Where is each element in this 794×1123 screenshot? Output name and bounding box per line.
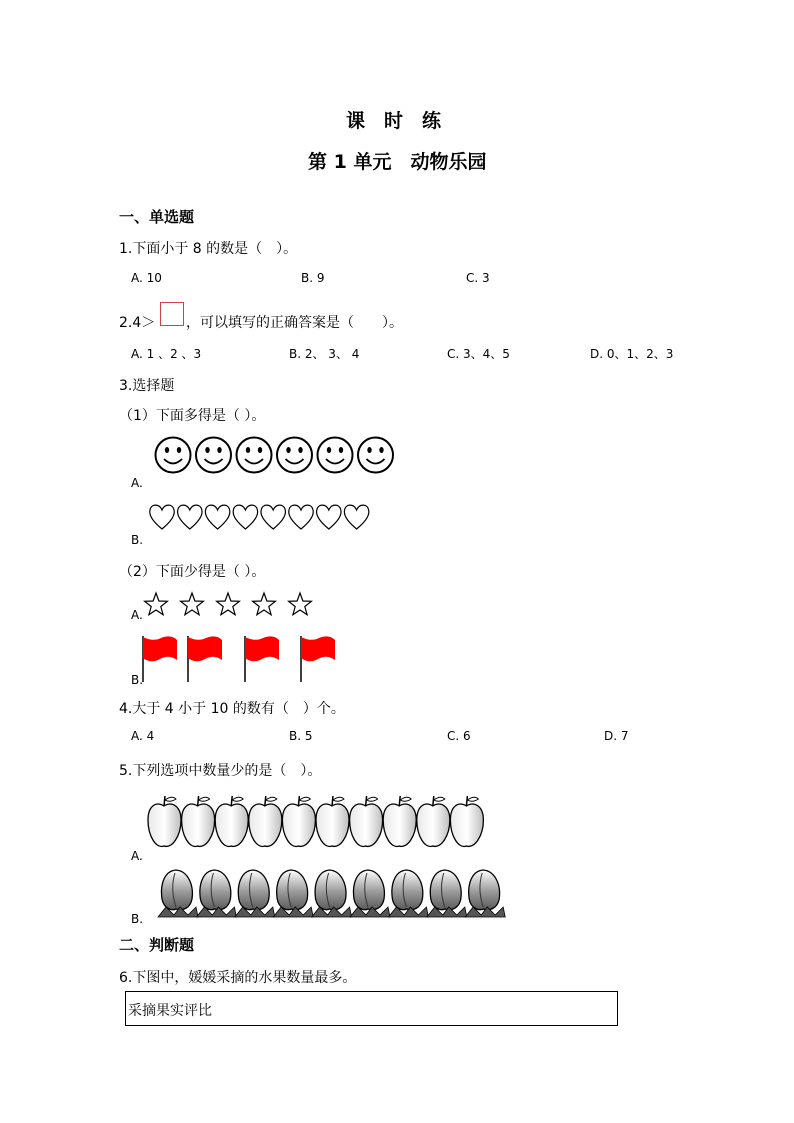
question-3-2-stem: （2）下面少得是（ ）。 [119, 564, 266, 580]
question-3-1-stem: （1）下面多得是（ ）。 [119, 408, 266, 424]
question-2-option-b: B. 2、 3、 4 [289, 347, 360, 361]
heart-icon [233, 505, 257, 529]
peach-icon [312, 870, 352, 917]
peach-icon [427, 870, 467, 917]
section-title-true-false: 二、判断题 [119, 936, 195, 954]
heart-icon [178, 505, 202, 529]
heart-icon [289, 505, 313, 529]
table-caption: 采摘果实评比 [128, 1003, 212, 1019]
apple-icon [350, 796, 383, 846]
smiley-face-icon [237, 438, 272, 473]
question-2-option-d: D. 0、1、2、3 [590, 347, 674, 361]
question-5-stem: 5.下列选项中数量少的是（ ）。 [119, 763, 322, 779]
red-flag-icon [143, 636, 177, 682]
heart-icon [344, 505, 368, 529]
apple-icon [182, 796, 215, 846]
question-1-option-a: A. 10 [131, 271, 162, 285]
apple-icon [215, 796, 248, 846]
star-icon [217, 593, 240, 615]
question-2-option-a: A. 1 、2 、3 [131, 347, 202, 361]
smiley-face-icon [358, 438, 393, 473]
apple-icon [148, 796, 181, 846]
question-4-stem: 4.大于 4 小于 10 的数有（ ）个。 [119, 701, 345, 717]
red-flag-icon [245, 636, 279, 682]
apple-icon [249, 796, 282, 846]
heart-icon [317, 505, 341, 529]
question-1-option-b: B. 9 [301, 271, 325, 285]
smiley-face-icon [156, 438, 191, 473]
question-4-option-d: D. 7 [604, 729, 629, 743]
fruit-table [125, 991, 618, 1026]
question-2-option-c: C. 3、4、5 [447, 347, 510, 361]
section-title-single-choice: 一、单选题 [119, 208, 195, 226]
question-4-option-b: B. 5 [289, 729, 313, 743]
smiley-face-icon [196, 438, 231, 473]
star-row [143, 591, 323, 619]
question-6-stem: 6.下图中，媛媛采摘的水果数量最多。 [119, 970, 357, 986]
peach-icon [235, 870, 275, 917]
question-3-stem: 3.选择题 [119, 378, 175, 394]
apple-row [146, 794, 491, 852]
question-5-option-a: A. [131, 849, 143, 863]
peach-row [154, 867, 519, 921]
question-3-2-option-b: B. [131, 673, 144, 687]
red-flag-icon [188, 636, 222, 682]
question-5-option-b: B. [131, 912, 144, 926]
apple-icon [417, 796, 450, 846]
flag-row [140, 634, 340, 684]
question-3-2-option-a: A. [131, 608, 143, 622]
star-icon [253, 593, 276, 615]
star-icon [145, 593, 168, 615]
page-subtitle: 第 1 单元 动物乐园 [308, 151, 487, 173]
question-3-1-option-b: B. [131, 533, 144, 547]
star-icon [181, 593, 204, 615]
question-1-option-c: C. 3 [466, 271, 490, 285]
peach-icon [196, 870, 236, 917]
heart-icon [261, 505, 285, 529]
question-4-option-c: C. 6 [447, 729, 471, 743]
peach-icon [465, 870, 505, 917]
question-4-option-a: A. 4 [131, 729, 155, 743]
star-icon [289, 593, 312, 615]
page-title: 课 时 练 [346, 110, 442, 132]
peach-icon [350, 870, 390, 917]
apple-icon [282, 796, 315, 846]
question-3-1-option-a: A. [131, 476, 143, 490]
question-2-stem-after: ，可以填写的正确答案是（ ）。 [186, 315, 403, 331]
question-1-stem: 1.下面小于 8 的数是（ ）。 [119, 241, 298, 257]
blank-box [160, 302, 184, 326]
heart-row [147, 502, 377, 532]
smiley-face-icon [318, 438, 353, 473]
red-flag-icon [301, 636, 335, 682]
heart-icon [205, 505, 229, 529]
apple-icon [450, 796, 483, 846]
peach-icon [273, 870, 313, 917]
smiley-row [150, 432, 400, 478]
peach-icon [158, 870, 198, 917]
smiley-face-icon [277, 438, 312, 473]
apple-icon [383, 796, 416, 846]
peach-icon [388, 870, 428, 917]
question-2-stem-before: 2.4＞ [119, 315, 156, 331]
heart-icon [150, 505, 174, 529]
apple-icon [316, 796, 349, 846]
